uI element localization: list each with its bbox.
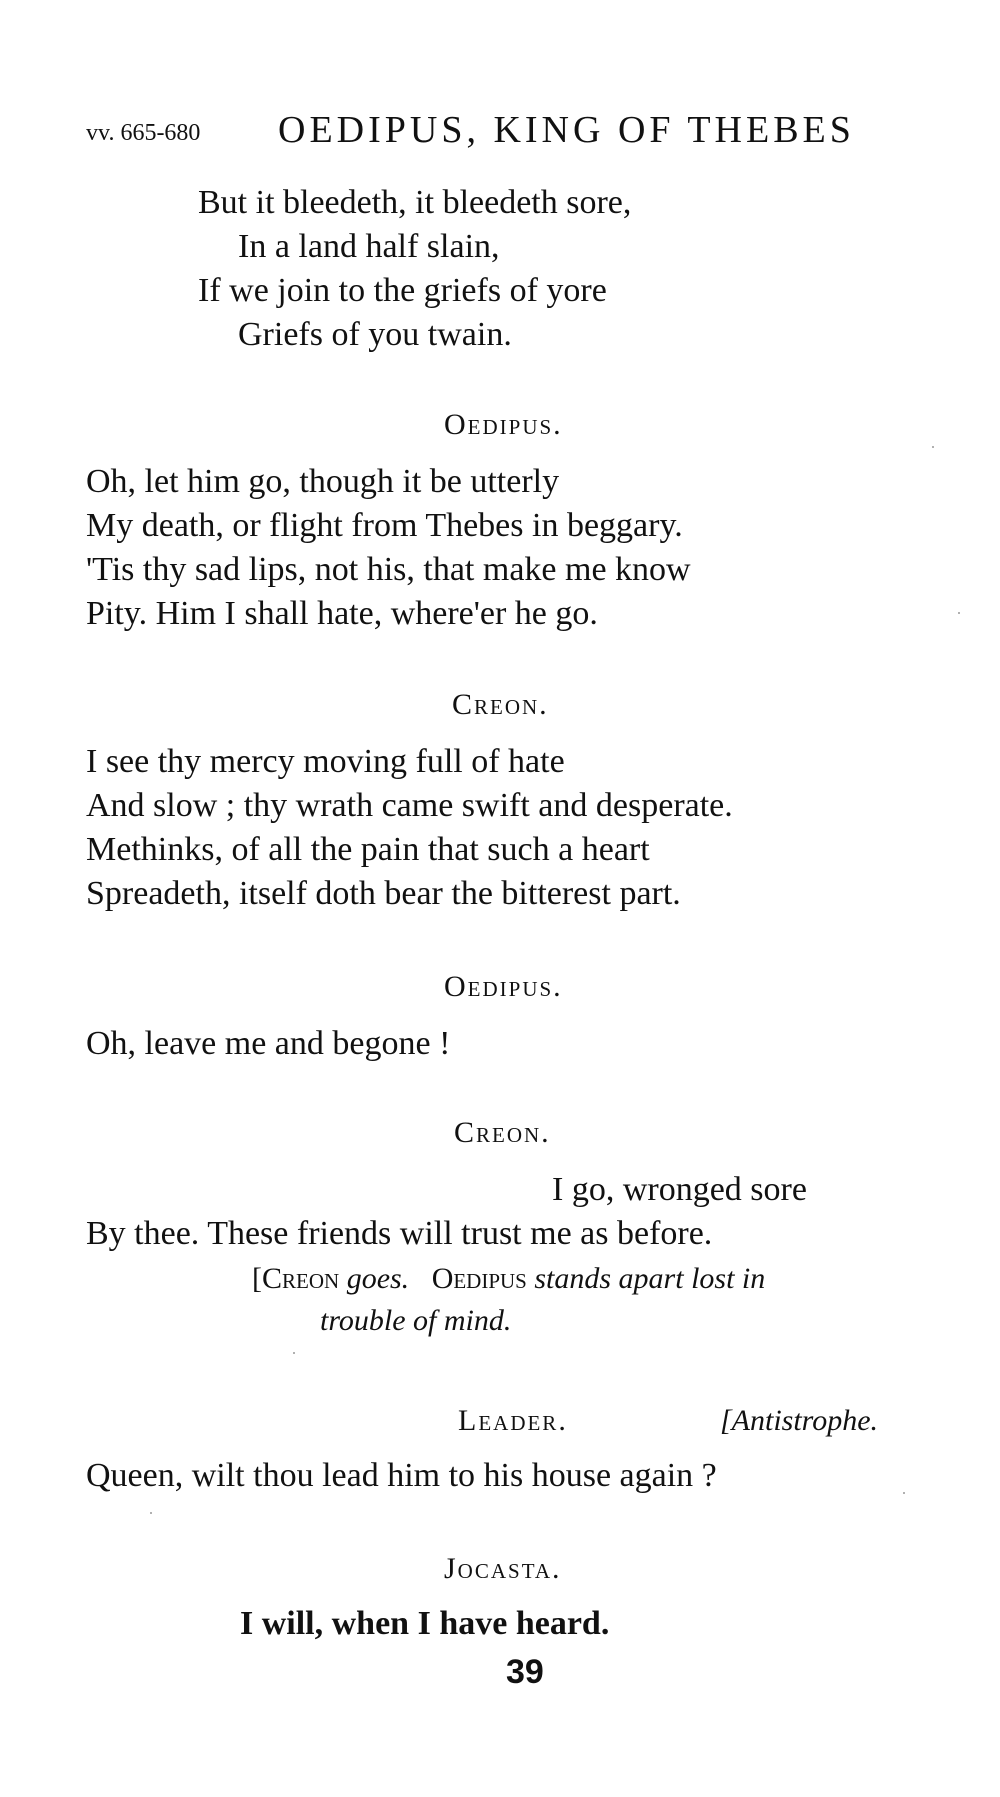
speaker-creon-2: Creon. xyxy=(454,1116,551,1149)
stage-bracket: [ xyxy=(252,1262,262,1295)
speck xyxy=(958,612,960,614)
speech3-line-1: Oh, leave me and begone ! xyxy=(86,1025,451,1062)
speaker-jocasta: Jocasta. xyxy=(444,1552,562,1585)
speaker-oedipus-2: Oedipus. xyxy=(444,970,563,1003)
stanza-line-4: Griefs of you twain. xyxy=(238,316,512,353)
speech2-line-4: Spreadeth, itself doth bear the bitterest part. xyxy=(86,875,681,912)
stage-name-creon: Creon xyxy=(262,1262,340,1295)
stage-goes: goes. xyxy=(346,1262,410,1295)
speech2-line-2: And slow ; thy wrath came swift and desperate. xyxy=(86,787,733,824)
speech6-line-1: I will, when I have heard. xyxy=(240,1605,610,1642)
verse-reference: vv. 665-680 xyxy=(86,120,201,146)
speck xyxy=(903,1492,905,1494)
speech1-line-2: My death, or flight from Thebes in beggary. xyxy=(86,507,683,544)
stage-rest-1: stands apart lost in xyxy=(534,1262,766,1295)
antistrophe-text: [Antistrophe. xyxy=(720,1404,879,1437)
stanza-line-2: In a land half slain, xyxy=(238,228,500,265)
speck xyxy=(932,446,934,448)
stanza-line-3: If we join to the griefs of yore xyxy=(198,272,607,309)
stage-direction xyxy=(252,1260,765,1298)
speck xyxy=(150,1512,152,1514)
antistrophe-marker xyxy=(720,1402,878,1440)
stage-rest-2: trouble of mind. xyxy=(320,1304,512,1337)
speech4-line-1: I go, wronged sore xyxy=(552,1171,807,1208)
speech2-line-3: Methinks, of all the pain that such a heart xyxy=(86,831,650,868)
running-title: OEDIPUS, KING OF THEBES xyxy=(278,109,855,151)
speech5-line-1: Queen, wilt thou lead him to his house again ? xyxy=(86,1457,717,1494)
page-number: 39 xyxy=(506,1653,544,1691)
speaker-leader: Leader. xyxy=(458,1404,568,1437)
speech1-line-4: Pity. Him I shall hate, where'er he go. xyxy=(86,595,598,632)
speaker-creon-1: Creon. xyxy=(452,688,549,721)
speech4-line-2: By thee. These friends will trust me as before. xyxy=(86,1215,713,1252)
stanza-line-1: But it bleedeth, it bleedeth sore, xyxy=(198,184,632,221)
speech2-line-1: I see thy mercy moving full of hate xyxy=(86,743,565,780)
stage-direction-cont xyxy=(320,1302,511,1340)
speaker-oedipus-1: Oedipus. xyxy=(444,408,563,441)
speck xyxy=(293,1352,295,1354)
speech1-line-1: Oh, let him go, though it be utterly xyxy=(86,463,560,500)
stage-name-oedipus: Oedipus xyxy=(431,1262,527,1295)
speech1-line-3: 'Tis thy sad lips, not his, that make me know xyxy=(86,551,691,588)
